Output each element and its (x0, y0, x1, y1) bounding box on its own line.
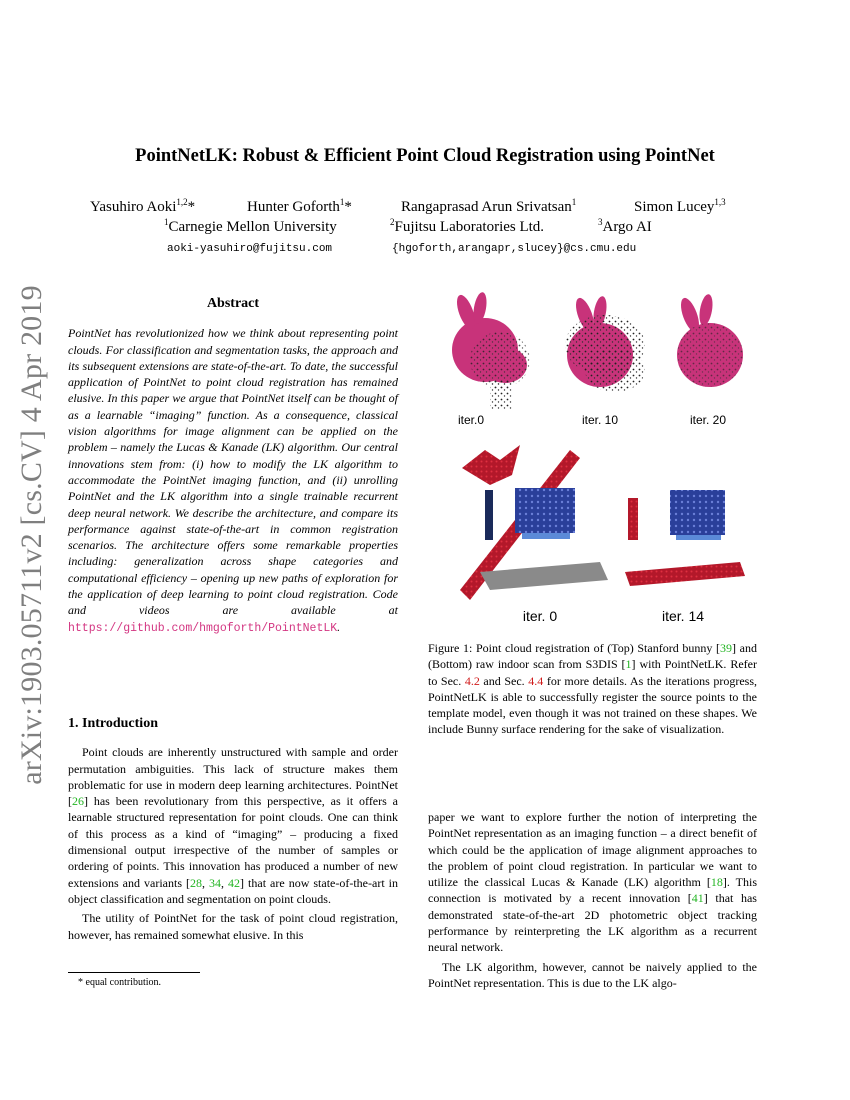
figure-label: iter.0 (457, 413, 484, 427)
affiliation: $^1$Carnegie Mellon University (164, 217, 337, 235)
bunny-iter-10 (565, 295, 645, 392)
figure-label: iter. 10 (581, 413, 619, 427)
figure-1 (440, 290, 770, 624)
abstract-text: PointNet has revolutionized how we think about representing point clouds. For classification and segmentation tasks, the approach and its subsequent extensions are state-of-the-art. To date, the successful application of PointNet to point cloud registration has remained elusive. In this paper we argue that PointNet itself can be thought of as a learnable “imaging” function. As a consequence, classical vision algorithms for image alignment can be applied on the problem – namely the Lucas & Kanade (LK) algorithm. Our central innovations stem from: (i) how to modify the LK algorithm to accommodate the PointNet imaging function, and (ii) unrolling PointNet and the LK algorithm into a single trainable recurrent deep neural network. We describe the architecture, and compare its performance against state-of-the-art in common registration scenarios. The architecture offers some remarkable properties including: generalization across shape categories and computational efficiency – opening up new paths of exploration for the application of deep learning to point cloud registration. Code and videos are available at https://github.com/hmgoforth/PointNetLK. (68, 326, 398, 635)
figure-label: iter. 14 (661, 608, 705, 624)
paragraph: Point clouds are inherently unstructured with sample and order permutation ambiguities. This lack of structure makes them problematic for use in modern deep learning architectures. PointNet [26] has been revolutionary from this perspective, as it offers a learnable structured representation for point clouds. One can think of this process as a kind of “imaging” – producing a fixed dimensional output irrespective of the number of samples or ordering of points. This innovation has produced a number of new extensions and variants [28, 34, 42] that are now state-of-the-art in object classification and segmentation on point clouds. (68, 745, 399, 906)
arxiv-stamp: arXiv:1903.05711v2 [cs.CV] 4 Apr 2019 (15, 285, 48, 785)
figure-image (440, 290, 770, 620)
citation-link[interactable]: 39 (720, 641, 733, 655)
affiliation: $^2$Fujitsu Laboratories Ltd. (390, 217, 545, 235)
section-link[interactable]: 4.4 (528, 673, 544, 688)
author: Hunter Goforth$^1$* (247, 197, 352, 215)
section-heading: 1. Introduction (68, 716, 158, 731)
figure-label: iter. 0 (522, 608, 558, 624)
email: aoki-yasuhiro@fujitsu.com (167, 243, 333, 255)
author: Rangaprasad Arun Srivatsan$^1$ (401, 197, 577, 215)
footnote: * equal contribution. (78, 977, 162, 988)
affiliation: $^3$Argo AI (598, 217, 652, 235)
figure-label: iter. 20 (689, 413, 727, 427)
abstract-heading: Abstract (206, 296, 260, 311)
citation-link[interactable]: 28 (190, 875, 202, 890)
citation-link[interactable]: 34 (209, 875, 222, 890)
paragraph: The LK algorithm, however, cannot be naively applied to the PointNet representation. This is due to the LK algo- (428, 959, 757, 990)
affiliation-list (0, 219, 850, 239)
footnote-rule (68, 972, 200, 973)
paragraph: The utility of PointNet for the task of point cloud registration, however, has remained somewhat elusive. In this (68, 911, 398, 942)
code-link[interactable]: https://github.com/hmgoforth/PointNetLK (68, 621, 338, 635)
section-link[interactable]: 4.2 (464, 673, 480, 688)
email: {hgoforth,arangapr,slucey}@cs.cmu.edu (392, 243, 637, 255)
citation-link[interactable]: 18 (710, 875, 723, 890)
author: Simon Lucey$^{1,3}$ (634, 197, 726, 215)
scan-iter-14 (625, 490, 745, 586)
bunny-iter-0 (452, 291, 530, 410)
author: Yasuhiro Aoki$^{1,2}$* (90, 197, 196, 215)
citation-link[interactable]: 41 (691, 891, 704, 906)
figure-caption: Figure 1: Point cloud registration of (Top) Stanford bunny [39] and (Bottom) raw indoor scan from S3DIS [1] with PointNetLK. Refer to Sec. 4.2 and Sec. 4.4 for more details. As the iterations progress, PointNetLK is able to successfully register the source points to the template model, even though it was not trained on these shapes. We include Bunny surface rendering for the sake of visualization. (428, 641, 757, 737)
paragraph: paper we want to explore further the notion of interpreting the PointNet representation as an imaging function – a direct benefit of which could be the application of image alignment approaches to the problem of point cloud registration. In particular we want to utilize the classical Lucas & Kanade (LK) algorithm [18]. This connection is motivated by a recent innovation [41] that has demonstrated state-of-the-art 2D photometric object tracking performance by reinterpreting the LK algorithm as a recurrent neural network. (428, 810, 757, 955)
scan-iter-0 (460, 445, 608, 600)
citation-link[interactable]: 1 (625, 657, 632, 672)
citation-link[interactable]: 26 (72, 794, 84, 809)
author-list (0, 199, 850, 219)
paper-title: PointNetLK: Robust & Efficient Point Cloud Registration using PointNet (135, 146, 715, 166)
bunny-iter-20 (677, 293, 743, 387)
citation-link[interactable]: 42 (228, 875, 241, 890)
